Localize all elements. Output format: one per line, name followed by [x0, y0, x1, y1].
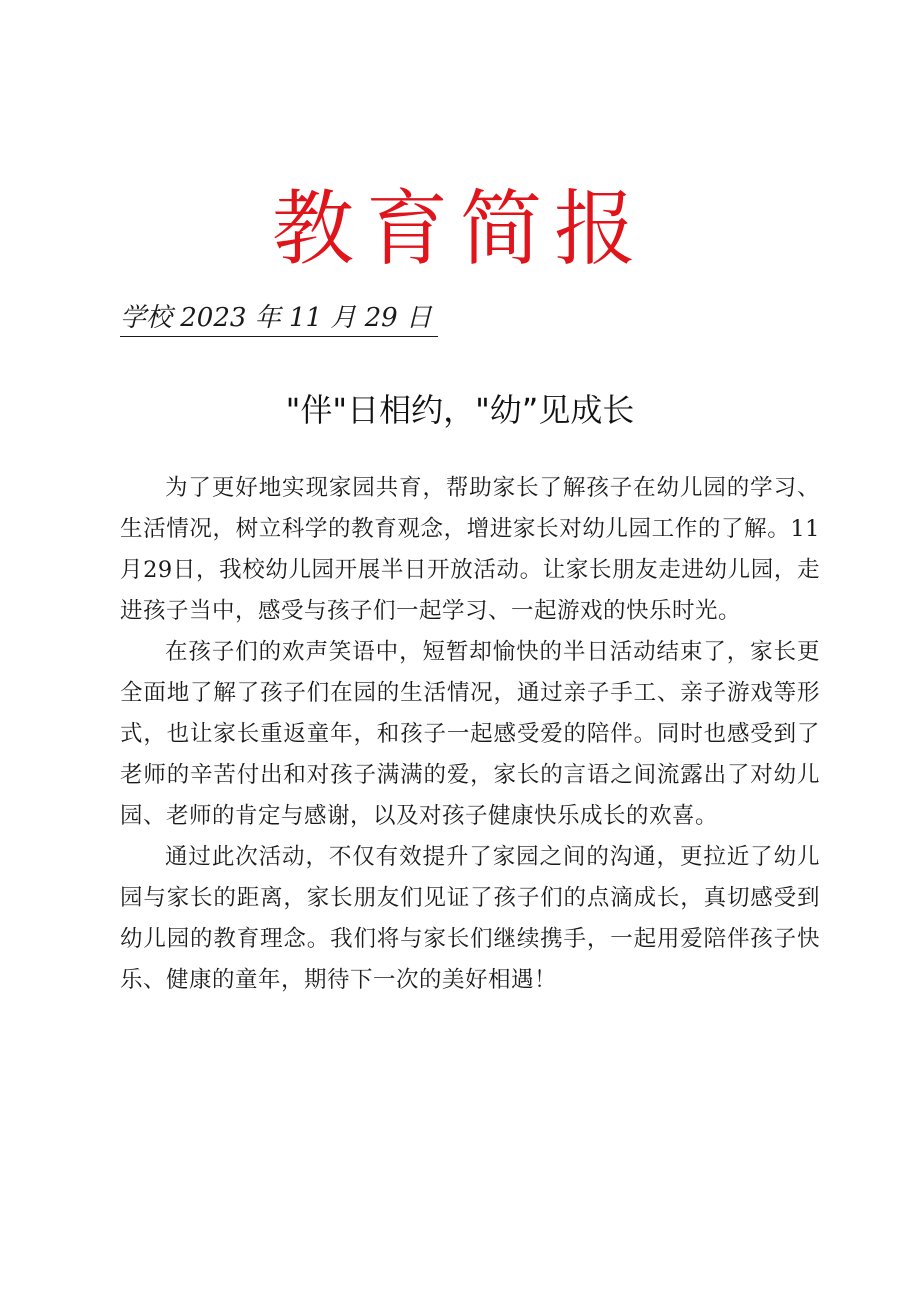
article-headline: "伴"日相约，"幼”见成长	[285, 391, 635, 429]
article-paragraph-1: 为了更好地实现家园共育，帮助家长了解孩子在幼儿园的学习、生活情况，树立科学的教育观念，增进家长对幼儿园工作的了解。11月29日，我校幼儿园开展半日开放活动。让家长朋友走进幼儿园，走进孩子当中，感受与孩子们一起学习、一起游戏的快乐时光。	[120, 475, 820, 624]
article-paragraph-3: 通过此次活动，不仅有效提升了家园之间的沟通，更拉近了幼儿园与家长的距离，家长朋友们见证了孩子们的点滴成长，真切感受到幼儿园的教育理念。我们将与家长们继续携手，一起用爱陪伴孩子快乐、健康的童年，期待下一次的美好相遇！	[120, 844, 820, 993]
school-dateline: 学校 2023 年 11 月 29 日	[120, 300, 438, 337]
article-body	[120, 468, 820, 1001]
article-paragraph-2: 在孩子们的欢声笑语中，短暂却愉快的半日活动结束了，家长更全面地了解了孩子们在园的生活情况，通过亲子手工、亲子游戏等形式，也让家长重返童年，和孩子一起感受爱的陪伴。同时也感受到了老师的辛苦付出和对孩子满满的爱，家长的言语之间流露出了对幼儿园、老师的肯定与感谢，以及对孩子健康快乐成长的欢喜。	[120, 639, 820, 829]
newsletter-masthead-title: 教育简报	[271, 182, 648, 277]
